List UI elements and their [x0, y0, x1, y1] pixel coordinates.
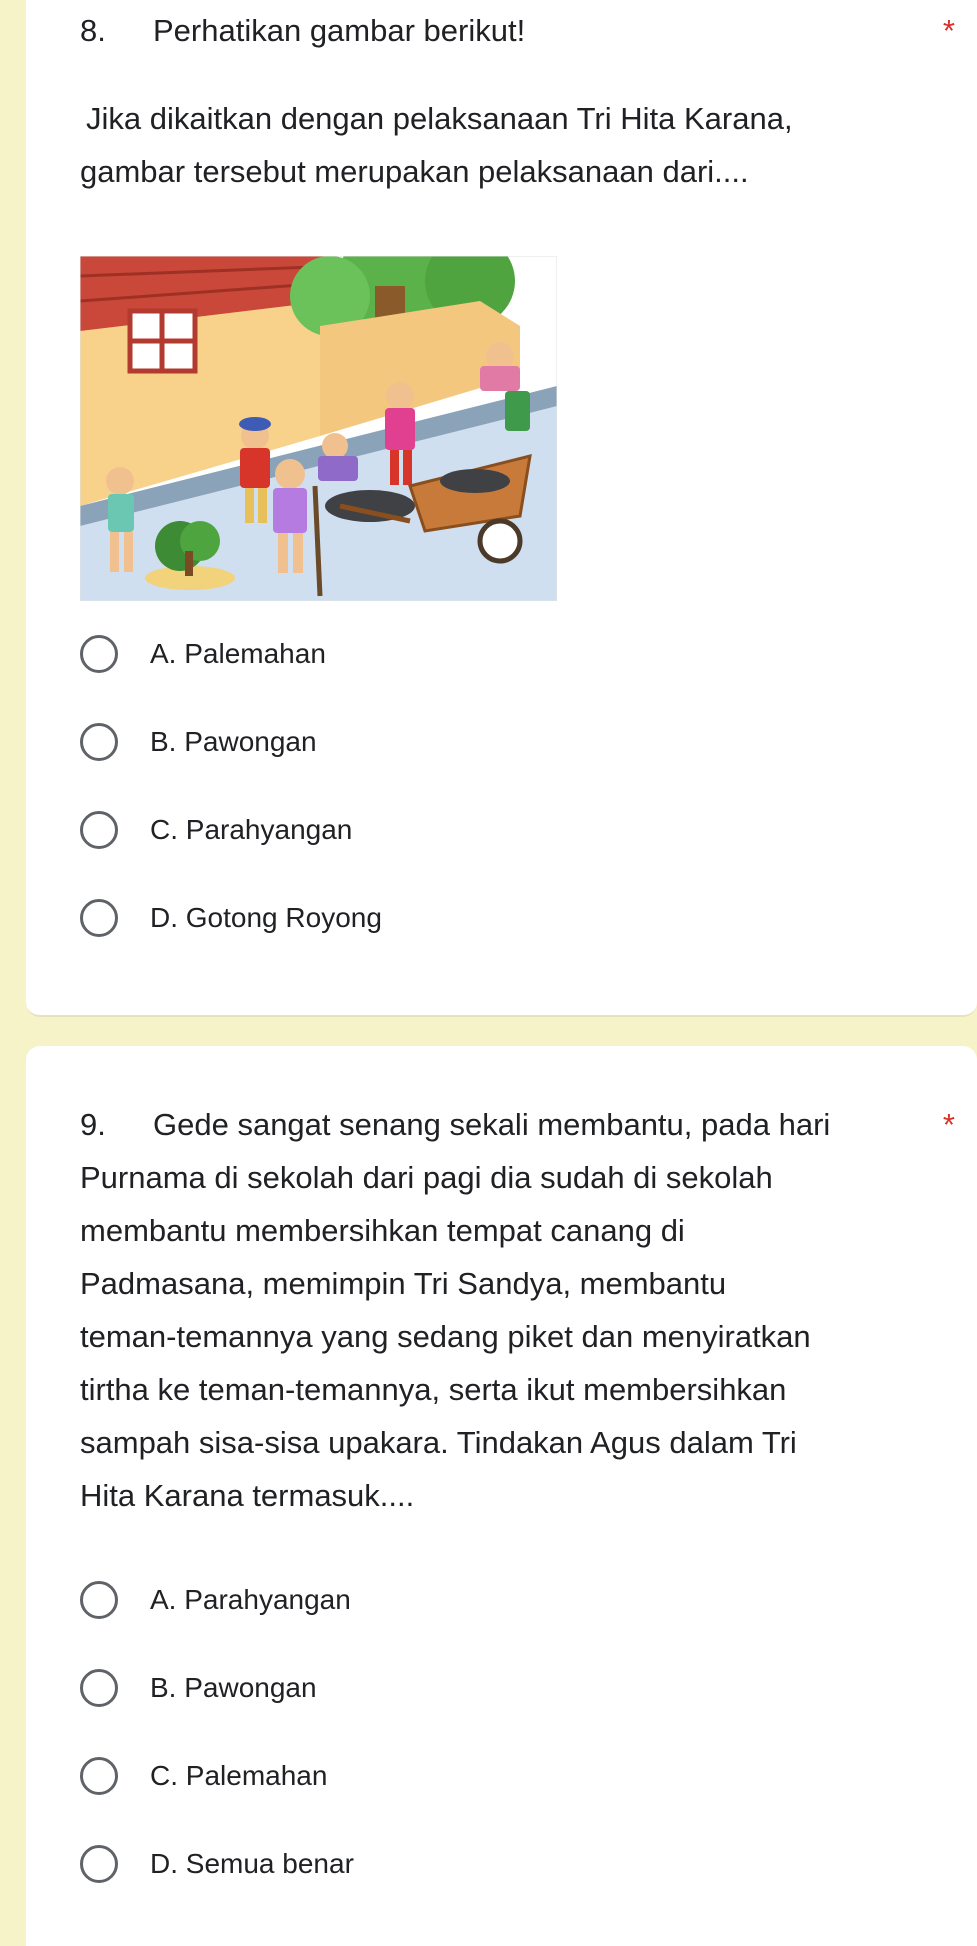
option-a[interactable]: [80, 610, 382, 698]
radio-button[interactable]: [80, 899, 118, 937]
option-b[interactable]: [80, 698, 382, 786]
radio-button[interactable]: [80, 1757, 118, 1795]
question-title-line-4: Padmasana, memimpin Tri Sandya, membantu: [80, 1266, 727, 1301]
option-label: A. Palemahan: [150, 638, 326, 669]
option-d[interactable]: [80, 1820, 354, 1908]
radio-button[interactable]: [80, 1845, 118, 1883]
question-title-line-3: membantu membersihkan tempat canang di: [80, 1213, 685, 1248]
question-title-line-7: sampah sisa-sisa upakara. Tindakan Agus dalam Tri: [80, 1425, 797, 1460]
question-description-line-1: Jika dikaitkan dengan pelaksanaan Tri Hita Karana,: [86, 101, 793, 136]
option-label: D. Gotong Royong: [150, 902, 382, 933]
option-b[interactable]: [80, 1644, 354, 1732]
options-group-q8: [80, 610, 382, 962]
option-c[interactable]: [80, 786, 382, 874]
option-label: B. Pawongan: [150, 726, 317, 757]
radio-button[interactable]: [80, 1669, 118, 1707]
option-label: C. Parahyangan: [150, 814, 353, 845]
option-d[interactable]: [80, 874, 382, 962]
option-c[interactable]: [80, 1732, 354, 1820]
question-title-line-6: tirtha ke teman-temannya, serta ikut membersihkan: [80, 1372, 787, 1407]
option-label: B. Pawongan: [150, 1672, 317, 1703]
options-group-q9: [80, 1556, 354, 1908]
option-label: D. Semua benar: [150, 1848, 354, 1879]
question-number: 9.: [80, 1107, 106, 1142]
question-title-line-2: Purnama di sekolah dari pagi dia sudah di sekolah: [80, 1160, 773, 1195]
question-description-line-2: gambar tersebut merupakan pelaksanaan dari....: [80, 154, 749, 189]
question-illustration: [80, 256, 557, 601]
option-a[interactable]: [80, 1556, 354, 1644]
question-title-line-8: Hita Karana termasuk....: [80, 1478, 415, 1513]
question-title: [80, 1098, 955, 1151]
question-title-line-1: Gede sangat senang sekali membantu, pada hari: [153, 1107, 831, 1142]
required-asterisk: *: [942, 13, 955, 48]
option-label: A. Parahyangan: [150, 1584, 351, 1615]
radio-button[interactable]: [80, 1581, 118, 1619]
required-asterisk: *: [942, 1107, 955, 1142]
question-card-9: [26, 1046, 977, 1946]
question-number: 8.: [80, 13, 106, 48]
radio-button[interactable]: [80, 635, 118, 673]
radio-button[interactable]: [80, 723, 118, 761]
question-title-text: Perhatikan gambar berikut!: [153, 13, 526, 48]
question-title-line-5: teman-temannya yang sedang piket dan menyiratkan: [80, 1319, 811, 1354]
question-title: [80, 4, 955, 57]
question-card-8: [26, 0, 977, 1017]
radio-button[interactable]: [80, 811, 118, 849]
option-label: C. Palemahan: [150, 1760, 328, 1791]
